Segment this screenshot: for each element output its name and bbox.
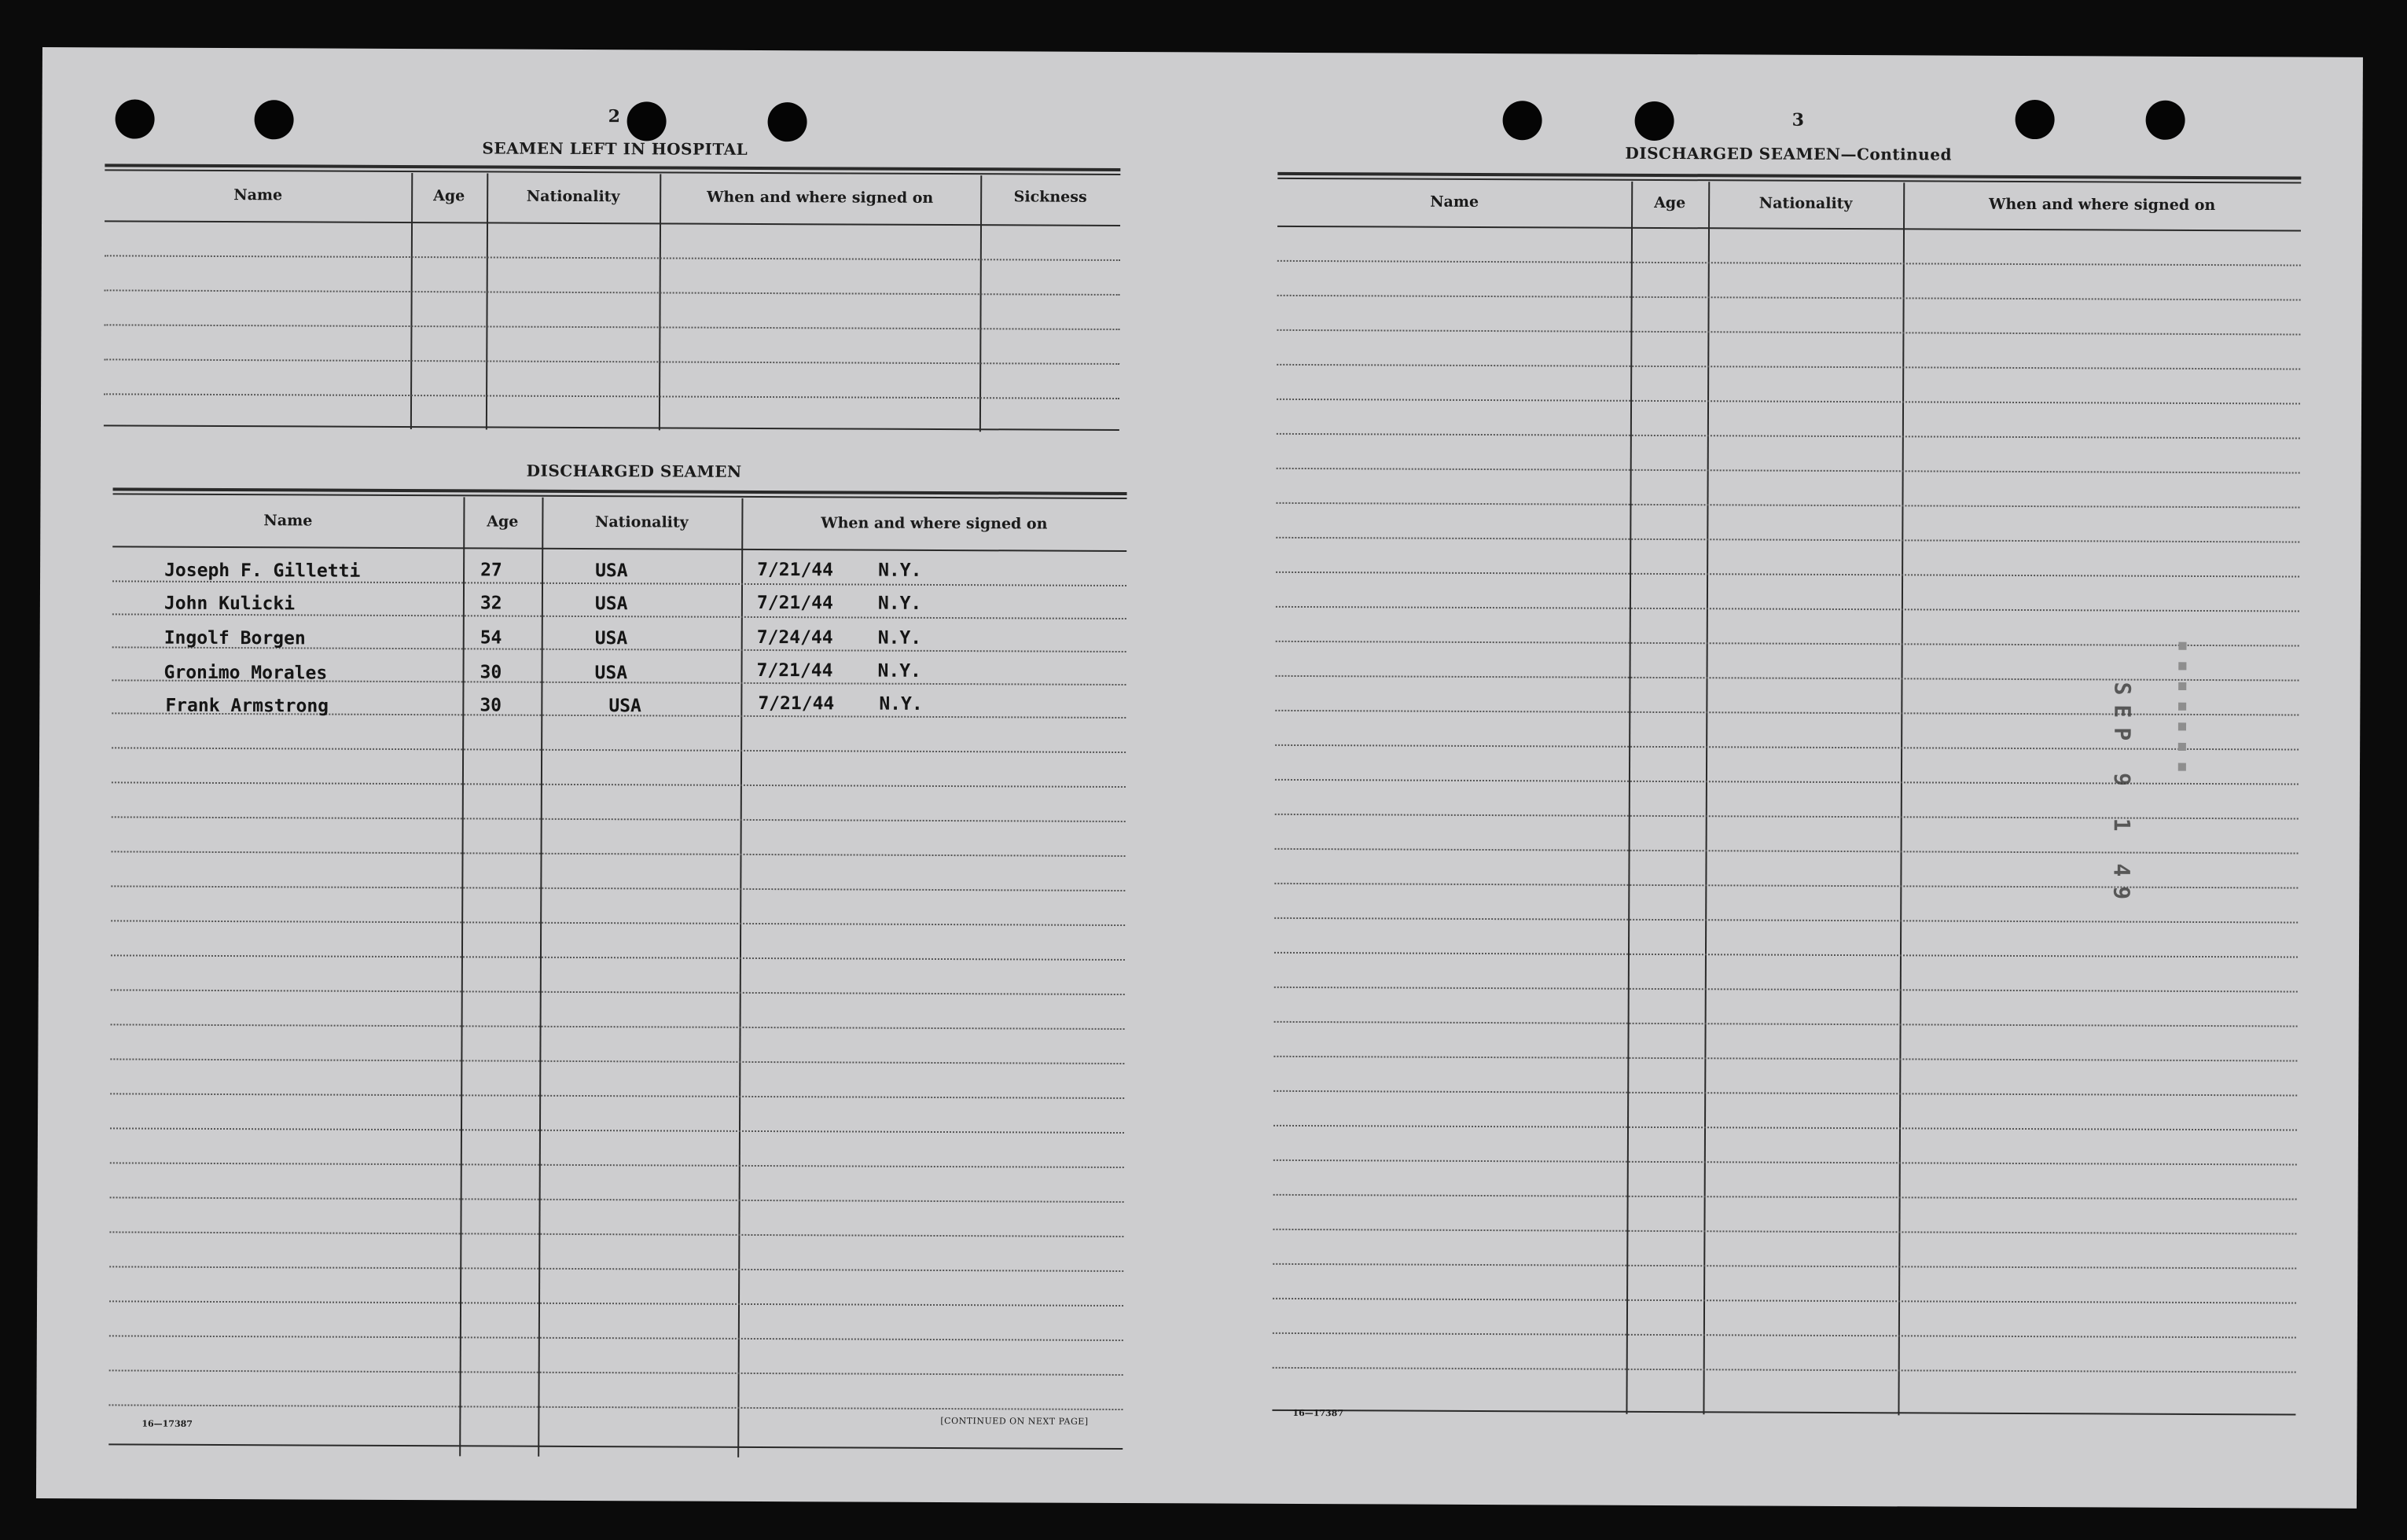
seaman-nationality: USA [594,628,628,649]
discharged-col-nationality: Nationality [594,513,689,531]
seaman-age: 54 [480,627,502,649]
right-form-number: 16—17387 [1292,1407,1344,1419]
seaman-nationality: USA [595,561,628,582]
binder-hole [2016,100,2055,139]
seaman-name: Ingolf Borgen [164,627,306,649]
discharged-col-age: Age [487,513,519,531]
signed-on-place: N.Y. [877,660,921,682]
right-col-name: Name [1430,193,1479,211]
right-col-nationality: Nationality [1758,194,1853,213]
left-form-number: 16—17387 [141,1418,193,1429]
binder-hole [767,102,807,142]
signed-on-date: 7/21/44 [757,559,834,581]
seaman-nationality: USA [594,594,628,615]
seaman-name: Gronimo Morales [164,662,328,684]
received-date-stamp: SEP 9 1 49 [2108,682,2136,910]
seaman-age: 27 [480,560,502,581]
right-section-title-main: DISCHARGED SEAMEN [1625,143,1841,164]
hospital-col-signed-on: When and where signed on [707,188,934,207]
right-section-title [1625,144,1952,164]
seaman-nationality: USA [594,663,628,684]
seaman-name: Joseph F. Gilletti [164,560,361,582]
binder-hole [115,99,154,138]
seaman-name: Frank Armstrong [165,695,329,717]
hospital-col-nationality: Nationality [526,187,620,206]
binder-hole [627,101,666,141]
hospital-col-age: Age [433,187,465,205]
hospital-section-title: SEAMEN LEFT IN HOSPITAL [482,138,748,159]
left-page-number: 2 [608,106,620,127]
seaman-age: 32 [480,593,502,614]
hospital-col-sickness: Sickness [1013,188,1087,206]
right-col-age: Age [1654,193,1686,212]
right-col-signed-on: When and where signed on [1989,195,2216,215]
signed-on-date: 7/21/44 [758,693,835,715]
signed-on-date: 7/21/44 [756,592,833,614]
discharged-col-signed-on: When and where signed on [821,514,1048,533]
hospital-table [104,164,1120,432]
signed-on-place: N.Y. [879,693,923,715]
discharged-table-left [108,487,1126,1459]
signed-on-date: 7/21/44 [756,660,833,682]
binder-hole [254,100,293,139]
seaman-age: 30 [480,662,502,683]
continued-note: [CONTINUED ON NEXT PAGE] [940,1416,1089,1427]
binder-hole [1503,101,1542,140]
document-sheet [36,47,2363,1509]
signed-on-place: N.Y. [878,560,922,581]
seaman-nationality: USA [608,696,641,717]
right-section-title-suffix: —Continued [1840,144,1953,164]
seaman-age: 30 [480,695,502,716]
binder-hole [1635,101,1674,141]
discharged-col-name: Name [263,512,313,530]
binder-hole [2146,101,2185,140]
signed-on-date: 7/24/44 [756,627,833,649]
seaman-name: John Kulicki [164,593,296,615]
discharged-table-right [1272,172,2301,1457]
faint-stamp-impression: ▪▪▪▪▪▪▪ [2170,639,2196,781]
hospital-col-name: Name [233,186,283,204]
signed-on-place: N.Y. [877,627,922,649]
right-page-number: 3 [1791,109,1804,130]
discharged-section-title: DISCHARGED SEAMEN [526,461,742,481]
signed-on-place: N.Y. [877,593,922,614]
